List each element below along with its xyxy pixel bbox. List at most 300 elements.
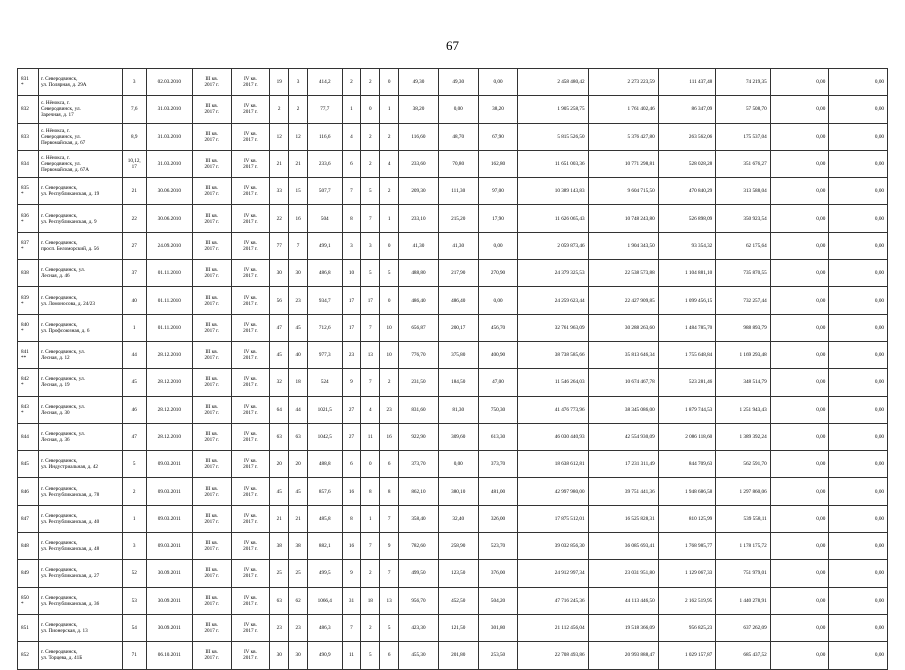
table-cell: IV кв. 2017 г.	[231, 314, 270, 341]
table-cell: 40	[289, 341, 308, 368]
table-cell: 09.03.2011	[146, 478, 192, 505]
table-cell: 835 *	[18, 178, 39, 205]
table-cell: 4	[342, 123, 361, 150]
table-cell: III кв. 2017 г.	[192, 533, 231, 560]
table-cell: III кв. 2017 г.	[192, 369, 231, 396]
table-cell: 539 558,11	[716, 505, 770, 532]
table-cell: 17 875 512,01	[518, 505, 588, 532]
table-row	[18, 123, 888, 150]
table-cell: IV кв. 2017 г.	[231, 232, 270, 259]
table-cell: г. Северодвинск, ул. Республиканская, д. 48	[38, 533, 122, 560]
table-cell: 0,00	[438, 451, 478, 478]
table-cell: 1 768 985,77	[658, 533, 716, 560]
table-cell: 231,50	[399, 369, 439, 396]
table-cell: IV кв. 2017 г.	[231, 396, 270, 423]
table-cell: 10	[380, 314, 399, 341]
table-cell: 30.06.2010	[146, 205, 192, 232]
table-cell: 44	[289, 396, 308, 423]
table-cell: IV кв. 2017 г.	[231, 369, 270, 396]
table-row	[18, 369, 888, 396]
table-cell: 175 537,04	[716, 123, 770, 150]
table-cell: 1	[122, 505, 146, 532]
table-cell: 62	[289, 587, 308, 614]
table-cell: 33	[270, 178, 289, 205]
table-cell: 201,80	[438, 642, 478, 669]
table-cell: 844 709,63	[658, 451, 716, 478]
table-cell: 376,00	[478, 560, 518, 587]
table-cell: 32	[270, 369, 289, 396]
registry-table	[17, 68, 888, 670]
table-cell: 17 231 311,49	[588, 451, 658, 478]
table-row	[18, 560, 888, 587]
table-cell: 0,00	[829, 205, 888, 232]
table-cell: 4	[380, 150, 399, 177]
table-cell: г. Северодвинск, ул. Лесная, д. 36	[38, 423, 122, 450]
table-cell: г. Северодвинск, ул. Республиканская, д. 9	[38, 205, 122, 232]
table-cell: 852	[18, 642, 39, 669]
table-cell: IV кв. 2017 г.	[231, 69, 270, 96]
table-cell: 15	[289, 178, 308, 205]
table-row	[18, 314, 888, 341]
table-cell: 86 347,09	[658, 96, 716, 123]
table-cell: IV кв. 2017 г.	[231, 178, 270, 205]
table-cell: 38,20	[399, 96, 439, 123]
table-cell: 21	[289, 150, 308, 177]
table-cell: 16	[380, 423, 399, 450]
table-cell: 0,00	[770, 314, 829, 341]
table-cell: 528 028,28	[658, 150, 716, 177]
table-cell: 9	[380, 533, 399, 560]
table-cell: 922,90	[399, 423, 439, 450]
table-cell: г. Северодвинск, ул. Республиканская, д. 19	[38, 178, 122, 205]
table-cell: 17	[361, 287, 380, 314]
table-cell: 47	[122, 423, 146, 450]
table-cell: 9	[342, 560, 361, 587]
table-cell: 414,2	[307, 69, 342, 96]
table-cell: 486,8	[307, 260, 342, 287]
table-cell: г. Северодвинск, ул. Лесная, д. 19	[38, 369, 122, 396]
table-cell: 486,40	[438, 287, 478, 314]
table-cell: 2	[361, 123, 380, 150]
table-cell: 1 761 402,46	[588, 96, 658, 123]
table-cell: 11 546 264,03	[518, 369, 588, 396]
table-cell: III кв. 2017 г.	[192, 150, 231, 177]
table-cell: с. Нёнокса, г. Северодвинск, ул. Первомайская, д. 67А	[38, 150, 122, 177]
table-row	[18, 178, 888, 205]
table-cell: 77	[270, 232, 289, 259]
table-cell: 215,20	[438, 205, 478, 232]
table-cell: 45	[270, 341, 289, 368]
table-cell: 1 178 175,72	[716, 533, 770, 560]
table-cell: 25	[270, 560, 289, 587]
table-cell: 3	[361, 232, 380, 259]
table-cell: 840 *	[18, 314, 39, 341]
table-cell: 1	[380, 205, 399, 232]
table-cell: 8	[342, 505, 361, 532]
table-cell: 22	[270, 205, 289, 232]
table-cell: 862,10	[399, 478, 439, 505]
table-cell: 22 708 493,86	[518, 642, 588, 669]
table-cell: 52	[122, 560, 146, 587]
table-cell: 42 997 980,00	[518, 478, 588, 505]
table-cell: 209,30	[399, 178, 439, 205]
table-cell: 23	[380, 396, 399, 423]
table-cell: 30	[270, 642, 289, 669]
table-cell: 504,20	[478, 587, 518, 614]
table-cell: 263 562,06	[658, 123, 716, 150]
table-cell: IV кв. 2017 г.	[231, 150, 270, 177]
table-cell: 423,30	[399, 614, 439, 641]
table-cell: 7	[361, 369, 380, 396]
table-cell: 21	[122, 178, 146, 205]
table-cell: 562 591,70	[716, 451, 770, 478]
table-cell: 233,10	[399, 205, 439, 232]
table-cell: 0,00	[770, 96, 829, 123]
table-cell: 24 912 997,34	[518, 560, 588, 587]
table-cell: 47	[270, 314, 289, 341]
table-cell: 523 281,46	[658, 369, 716, 396]
table-cell: 46	[122, 396, 146, 423]
table-cell: 41,30	[438, 232, 478, 259]
table-cell: 77,7	[307, 96, 342, 123]
table-cell: 832	[18, 96, 39, 123]
table-row	[18, 642, 888, 669]
table-cell: 400,90	[478, 341, 518, 368]
table-cell: 0,00	[478, 69, 518, 96]
table-cell: 0,00	[770, 396, 829, 423]
table-cell: 838	[18, 260, 39, 287]
table-cell: 0,00	[770, 123, 829, 150]
table-cell: 0,00	[829, 587, 888, 614]
table-cell: 934,7	[307, 287, 342, 314]
table-cell: 31.03.2010	[146, 123, 192, 150]
table-cell: 44 113 446,50	[588, 587, 658, 614]
table-cell: 5	[361, 642, 380, 669]
table-cell: 507,7	[307, 178, 342, 205]
table-cell: 6	[342, 451, 361, 478]
table-cell: 848	[18, 533, 39, 560]
table-cell: 857,6	[307, 478, 342, 505]
table-cell: 2	[380, 123, 399, 150]
table-cell: 2	[270, 96, 289, 123]
table-cell: 0,00	[829, 232, 888, 259]
table-cell: 31.03.2010	[146, 150, 192, 177]
table-cell: 21 112 456,04	[518, 614, 588, 641]
table-cell: 17,90	[478, 205, 518, 232]
table-cell: 0,00	[770, 287, 829, 314]
table-cell: 6	[380, 451, 399, 478]
table-cell: 22 538 573,88	[588, 260, 658, 287]
table-row	[18, 341, 888, 368]
table-cell: IV кв. 2017 г.	[231, 96, 270, 123]
table-row	[18, 69, 888, 96]
table-cell: 01.11.2010	[146, 314, 192, 341]
table-cell: 13	[361, 341, 380, 368]
table-row	[18, 478, 888, 505]
table-cell: 849	[18, 560, 39, 587]
table-cell: 30.06.2010	[146, 178, 192, 205]
table-cell: 57 508,70	[716, 96, 770, 123]
table-cell: 1 029 157,87	[658, 642, 716, 669]
table-cell: 233,60	[399, 150, 439, 177]
table-cell: 373,70	[399, 451, 439, 478]
page-number: 67	[446, 38, 459, 53]
table-row	[18, 614, 888, 641]
table-cell: 6	[342, 150, 361, 177]
table-cell: 22 427 909,85	[588, 287, 658, 314]
table-cell: 123,50	[438, 560, 478, 587]
table-cell: 233,6	[307, 150, 342, 177]
table-cell: 656,87	[399, 314, 439, 341]
table-cell: 0,00	[770, 560, 829, 587]
table-cell: 116,60	[399, 123, 439, 150]
table-cell: 45	[289, 314, 308, 341]
table-cell: 5	[380, 614, 399, 641]
table-cell: 162,80	[478, 150, 518, 177]
table-cell: 0,00	[770, 260, 829, 287]
table-cell: 111,30	[438, 178, 478, 205]
table-cell: 18 638 612,81	[518, 451, 588, 478]
table-cell: 499,5	[307, 560, 342, 587]
table-cell: 41 476 773,96	[518, 396, 588, 423]
table-cell: 7	[342, 614, 361, 641]
table-cell: 3	[342, 232, 361, 259]
table-cell: 270,90	[478, 260, 518, 287]
table-cell: 20	[270, 451, 289, 478]
table-cell: 782,60	[399, 533, 439, 560]
table-cell: 09.03.2011	[146, 533, 192, 560]
table-cell: 0,00	[770, 341, 829, 368]
table-cell: 0,00	[829, 505, 888, 532]
table-cell: 490,9	[307, 642, 342, 669]
table-cell: 988 893,79	[716, 314, 770, 341]
table-cell: г. Северодвинск, ул. Республиканская, д. 36	[38, 587, 122, 614]
table-cell: 844	[18, 423, 39, 450]
table-cell: 2	[342, 69, 361, 96]
table-cell: III кв. 2017 г.	[192, 423, 231, 450]
table-cell: 732 257,44	[716, 287, 770, 314]
table-cell: III кв. 2017 г.	[192, 341, 231, 368]
table-cell: 486,40	[399, 287, 439, 314]
table-cell: 40	[122, 287, 146, 314]
table-cell: 49,30	[399, 69, 439, 96]
table-row	[18, 396, 888, 423]
table-cell: г. Северодвинск, ул. Республиканская, д. 40	[38, 505, 122, 532]
table-cell: IV кв. 2017 г.	[231, 478, 270, 505]
table-cell: 504	[307, 205, 342, 232]
table-cell: 23 031 951,80	[588, 560, 658, 587]
table-cell: 0,00	[770, 642, 829, 669]
table-cell: 17	[342, 314, 361, 341]
table-cell: III кв. 2017 г.	[192, 451, 231, 478]
table-cell: г. Северодвинск, ул. Профсоюзная, д. 6	[38, 314, 122, 341]
table-cell: III кв. 2017 г.	[192, 123, 231, 150]
table-cell: 28.12.2010	[146, 341, 192, 368]
table-cell: 47 716 245,36	[518, 587, 588, 614]
table-cell: 8	[380, 478, 399, 505]
table-cell: 17	[342, 287, 361, 314]
table-cell: 977,3	[307, 341, 342, 368]
table-cell: 24 259 623,44	[518, 287, 588, 314]
table-cell: 16 525 828,31	[588, 505, 658, 532]
table-cell: III кв. 2017 г.	[192, 205, 231, 232]
table-cell: 0,00	[829, 533, 888, 560]
table-cell: IV кв. 2017 г.	[231, 614, 270, 641]
table-cell: 116,6	[307, 123, 342, 150]
table-cell: 1	[361, 505, 380, 532]
table-cell: 200,17	[438, 314, 478, 341]
table-cell: 3	[289, 69, 308, 96]
table-cell: 5	[361, 260, 380, 287]
table-cell: 0,00	[770, 232, 829, 259]
table-cell: 5 815 526,50	[518, 123, 588, 150]
table-cell: 0	[361, 96, 380, 123]
table-cell: 38,20	[478, 96, 518, 123]
table-cell: г. Северодвинск, ул. Лесная, д. 12	[38, 341, 122, 368]
table-cell: 7	[361, 205, 380, 232]
table-cell: 841 **	[18, 341, 39, 368]
table-cell: 31	[342, 587, 361, 614]
table-cell: 62 175,64	[716, 232, 770, 259]
table-cell: 8,9	[122, 123, 146, 150]
table-cell: 63	[289, 423, 308, 450]
table-cell: IV кв. 2017 г.	[231, 533, 270, 560]
table-cell: 485,8	[307, 505, 342, 532]
table-cell: 30 288 263,60	[588, 314, 658, 341]
table-cell: 846	[18, 478, 39, 505]
table-cell: 27	[122, 232, 146, 259]
table-cell: 7	[342, 178, 361, 205]
table-cell: 70,80	[438, 150, 478, 177]
table-cell: 837 *	[18, 232, 39, 259]
table-cell: 9 604 715,50	[588, 178, 658, 205]
table-cell: III кв. 2017 г.	[192, 96, 231, 123]
table-cell: 380,10	[438, 478, 478, 505]
table-cell: г. Северодвинск, ул. Лесная, д. 30	[38, 396, 122, 423]
table-cell: 0,00	[770, 614, 829, 641]
table-cell: 67,90	[478, 123, 518, 150]
table-cell: 27	[342, 396, 361, 423]
table-cell: 1	[122, 314, 146, 341]
table-cell: 0,00	[438, 96, 478, 123]
table-cell: 452,50	[438, 587, 478, 614]
table-cell: 0,00	[829, 96, 888, 123]
table-cell: 2	[361, 69, 380, 96]
table-cell: 526 898,09	[658, 205, 716, 232]
table-cell: 1 104 881,10	[658, 260, 716, 287]
table-cell: III кв. 2017 г.	[192, 560, 231, 587]
table-cell: 750,30	[478, 396, 518, 423]
table-cell: 956 825,23	[658, 614, 716, 641]
table-cell: 1 440 278,91	[716, 587, 770, 614]
table-cell: 456,70	[478, 314, 518, 341]
table-cell: 1 755 648,84	[658, 341, 716, 368]
table-cell: 1 297 860,06	[716, 478, 770, 505]
table-cell: 217,90	[438, 260, 478, 287]
table-cell: 6	[380, 642, 399, 669]
table-cell: 7	[289, 232, 308, 259]
table-cell: 10	[342, 260, 361, 287]
table-cell: 0,00	[770, 478, 829, 505]
table-cell: 309,60	[438, 423, 478, 450]
table-cell: 11	[342, 642, 361, 669]
table-cell: 74 219,35	[716, 69, 770, 96]
table-row	[18, 205, 888, 232]
table-cell: 0,00	[770, 150, 829, 177]
table-cell: 45	[270, 478, 289, 505]
table-cell: г. Северодвинск, просп. Беломорский, д. 56	[38, 232, 122, 259]
table-cell: 7	[361, 314, 380, 341]
table-cell: 19	[270, 69, 289, 96]
table-cell: 38 345 086,00	[588, 396, 658, 423]
table-cell: 7	[361, 533, 380, 560]
table-cell: 0,00	[829, 287, 888, 314]
table-row	[18, 587, 888, 614]
table-cell: IV кв. 2017 г.	[231, 260, 270, 287]
table-row	[18, 150, 888, 177]
table-cell: 0,00	[770, 69, 829, 96]
table-cell: 488,8	[307, 451, 342, 478]
table-cell: 843 *	[18, 396, 39, 423]
table-cell: 2	[289, 96, 308, 123]
table-cell: IV кв. 2017 г.	[231, 505, 270, 532]
table-cell: 28.12.2010	[146, 369, 192, 396]
table-cell: 0,00	[829, 341, 888, 368]
table-row	[18, 451, 888, 478]
table-cell: 735 870,55	[716, 260, 770, 287]
table-cell: 02.03.2010	[146, 69, 192, 96]
table-cell: 7	[380, 505, 399, 532]
table-cell: 851	[18, 614, 39, 641]
table-cell: 1	[342, 96, 361, 123]
table-cell: 63	[270, 587, 289, 614]
table-cell: 842 *	[18, 369, 39, 396]
table-cell: 11 626 065,43	[518, 205, 588, 232]
table-cell: 1 129 067,33	[658, 560, 716, 587]
table-cell: 1 099 456,15	[658, 287, 716, 314]
table-cell: 1 904 343,50	[588, 232, 658, 259]
table-cell: 499,1	[307, 232, 342, 259]
table-cell: 10 771 298,81	[588, 150, 658, 177]
table-cell: 21	[270, 505, 289, 532]
table-cell: 2 059 873,46	[518, 232, 588, 259]
table-cell: 751 979,01	[716, 560, 770, 587]
table-cell: 350 923,54	[716, 205, 770, 232]
table-cell: 63	[270, 423, 289, 450]
table-cell: 0,00	[829, 314, 888, 341]
table-cell: 16	[342, 533, 361, 560]
table-cell: 0,00	[829, 178, 888, 205]
table-cell: 2 162 519,95	[658, 587, 716, 614]
table-cell: 23	[270, 614, 289, 641]
table-cell: 93 354,32	[658, 232, 716, 259]
table-cell: 831,60	[399, 396, 439, 423]
table-cell: 0	[380, 69, 399, 96]
table-cell: 313 588,04	[716, 178, 770, 205]
table-cell: IV кв. 2017 г.	[231, 123, 270, 150]
table-cell: IV кв. 2017 г.	[231, 451, 270, 478]
table-cell: 8	[342, 205, 361, 232]
table-cell: 16	[289, 205, 308, 232]
table-cell: г. Северодвинск, ул. Индустриальная, д. 42	[38, 451, 122, 478]
table-row	[18, 260, 888, 287]
table-cell: 09.03.2011	[146, 505, 192, 532]
table-cell: 41,30	[399, 232, 439, 259]
table-cell: 56	[270, 287, 289, 314]
table-cell: 2 458 480,42	[518, 69, 588, 96]
table-cell: 49,30	[438, 69, 478, 96]
table-cell: 111 437,48	[658, 69, 716, 96]
